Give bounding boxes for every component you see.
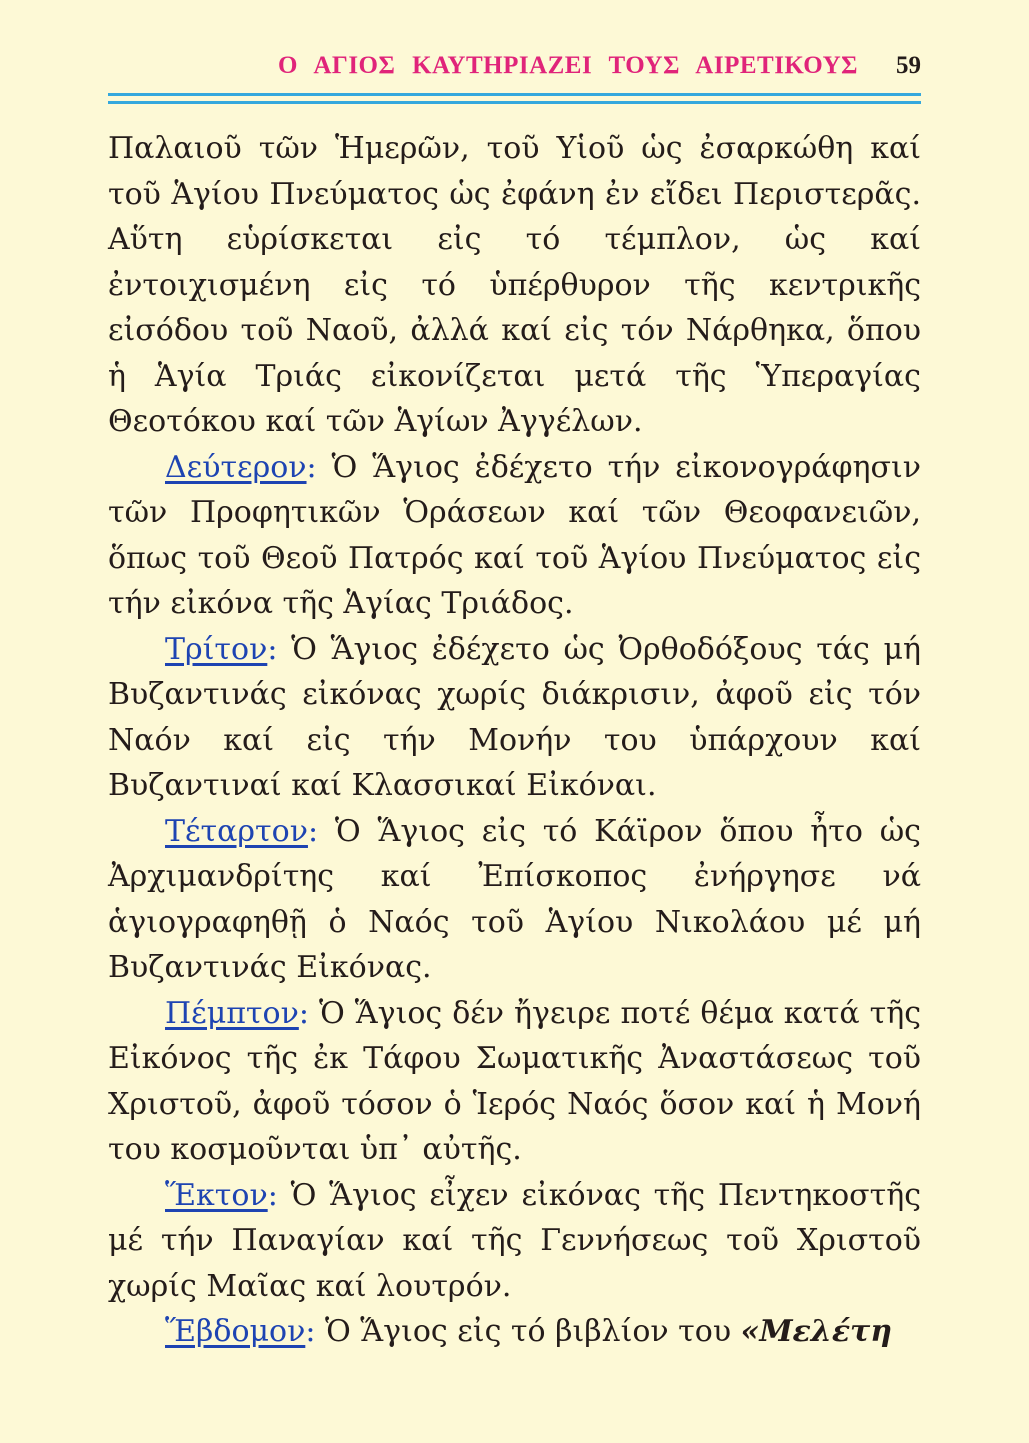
paragraph-text: Παλαιοῦ τῶν Ἡμερῶν, τοῦ Υἱοῦ ὡς ἐσαρκώθη καί τοῦ Ἁγίου Πνεύματος ὡς ἐφάνη ἐν εἴδει Περιστερᾶς. Αὕτη εὑρίσκεται εἰς τό τέμπλον, ὡς καί ἐντοιχισμένη εἰς τό ὑπέρθυρον τῆς κεντρικῆς εἰσόδου τοῦ Ναοῦ, ἀλλά καί εἰς τόν Νάρθηκα, ὅπου ἡ Ἁγία Τριάς εἰκονίζεται μετά τῆς Ὑπεραγίας Θεοτόκου καί τῶν Ἁγίων Ἀγγέλων. [108, 131, 921, 439]
section-heading-fourth: Τέταρτον [165, 813, 308, 849]
section-heading-sixth: Ἕκτον [165, 1177, 268, 1213]
body-text [108, 126, 921, 1355]
paragraph-fourth: Τέταρτον: Ὁ Ἅγιος εἰς τό Κάϊρον ὅπου ἦτο ὡς Ἀρχιμανδρίτης καί Ἐπίσκοπος ἐνήργησε νά ἁγιογραφηθῇ ὁ Ναός τοῦ Ἁγίου Νικολάου μέ μή Βυζαντινάς Εἰκόνας. [108, 813, 921, 985]
section-heading-seventh: Ἕβδομον [165, 1314, 306, 1349]
section-heading-fifth: Πέμπτον [165, 995, 299, 1031]
paragraph-second: Δεύτερον: Ὁ Ἅγιος ἐδέχετο τήν εἰκονογράφησιν τῶν Προφητικῶν Ὁράσεων καί τῶν Θεοφανειῶν, ὅπως τοῦ Θεοῦ Πατρός καί τοῦ Ἁγίου Πνεύματος εἰς τήν εἰκόνα τῆς Ἁγίας Τριάδος. [108, 449, 921, 621]
paragraph-third: Τρίτον: Ὁ Ἅγιος ἐδέχετο ὡς Ὀρθοδόξους τάς μή Βυζαντινάς εἰκόνας χωρίς διάκρισιν, ἀφοῦ εἰς τόν Ναόν καί εἰς τήν Μονήν του ὑπάρχουν καί Βυζαντιναί καί Κλασσικαί Εἰκόναι. [108, 631, 921, 803]
header-rule-lower [108, 101, 921, 104]
page-number: 59 [896, 52, 921, 79]
paragraph-text: Ὁ Ἅγιος εἰς τό βιβλίον του [315, 1314, 741, 1349]
section-heading-third: Τρίτον [165, 631, 268, 667]
header-rule-upper [108, 93, 921, 96]
paragraph-text: Ὁ Ἅγιος δέν ἤγειρε ποτέ θέμα κατά τῆς Εἰκόνος τῆς ἐκ Τάφου Σωματικῆς Ἀναστάσεως τοῦ Χριστοῦ, ἀφοῦ τόσον ὁ Ἱερός Ναός ὅσον καί ἡ Μονή του κοσμοῦνται ὑπ᾿ αὐτῆς. [108, 995, 921, 1167]
paragraph-text: Ὁ Ἅγιος ἐδέχετο ὡς Ὀρθοδόξους τάς μή Βυζαντινάς εἰκόνας χωρίς διάκρισιν, ἀφοῦ εἰς τόν Ναόν καί εἰς τήν Μονήν του ὑπάρχουν καί Βυζαντιναί καί Κλασσικαί Εἰκόναι. [108, 631, 921, 803]
paragraph-fifth: Πέμπτον: Ὁ Ἅγιος δέν ἤγειρε ποτέ θέμα κατά τῆς Εἰκόνος τῆς ἐκ Τάφου Σωματικῆς Ἀναστάσεως τοῦ Χριστοῦ, ἀφοῦ τόσον ὁ Ἱερός Ναός ὅσον καί ἡ Μονή του κοσμοῦνται ὑπ᾿ αὐτῆς. [108, 995, 921, 1167]
running-title: Ο ΑΓΙΟΣ ΚΑΥΤΗΡΙΑΖΕΙ ΤΟΥΣ ΑΙΡΕΤΙΚΟΥΣ [278, 52, 858, 79]
page-header [108, 46, 921, 86]
paragraph-seventh: Ἕβδομον: Ὁ Ἅγιος εἰς τό βιβλίον του «Μελέτη [165, 1314, 893, 1349]
paragraph-text: Ὁ Ἅγιος εἶχεν εἰκόνας τῆς Πεντηκοστῆς μέ τήν Παναγίαν καί τῆς Γεννήσεως τοῦ Χριστοῦ χωρίς Μαῖας καί λουτρόν. [108, 1177, 921, 1304]
paragraph-sixth: Ἕκτον: Ὁ Ἅγιος εἶχεν εἰκόνας τῆς Πεντηκοστῆς μέ τήν Παναγίαν καί τῆς Γεννήσεως τοῦ Χριστοῦ χωρίς Μαῖας καί λουτρόν. [108, 1177, 921, 1304]
book-title-emphasis: «Μελέτη [740, 1314, 893, 1349]
paragraph-text: Ὁ Ἅγιος ἐδέχετο τήν εἰκονογράφησιν τῶν Προφητικῶν Ὁράσεων καί τῶν Θεοφανειῶν, ὅπως τοῦ Θεοῦ Πατρός καί τοῦ Ἁγίου Πνεύματος εἰς τήν εἰκόνα τῆς Ἁγίας Τριάδος. [108, 449, 921, 621]
section-heading-second: Δεύτερον [165, 449, 307, 485]
paragraph-text: Ὁ Ἅγιος εἰς τό Κάϊρον ὅπου ἦτο ὡς Ἀρχιμανδρίτης καί Ἐπίσκοπος ἐνήργησε νά ἁγιογραφηθῇ ὁ Ναός τοῦ Ἁγίου Νικολάου μέ μή Βυζαντινάς Εἰκόνας. [108, 813, 921, 985]
paragraph-continued [108, 126, 921, 445]
